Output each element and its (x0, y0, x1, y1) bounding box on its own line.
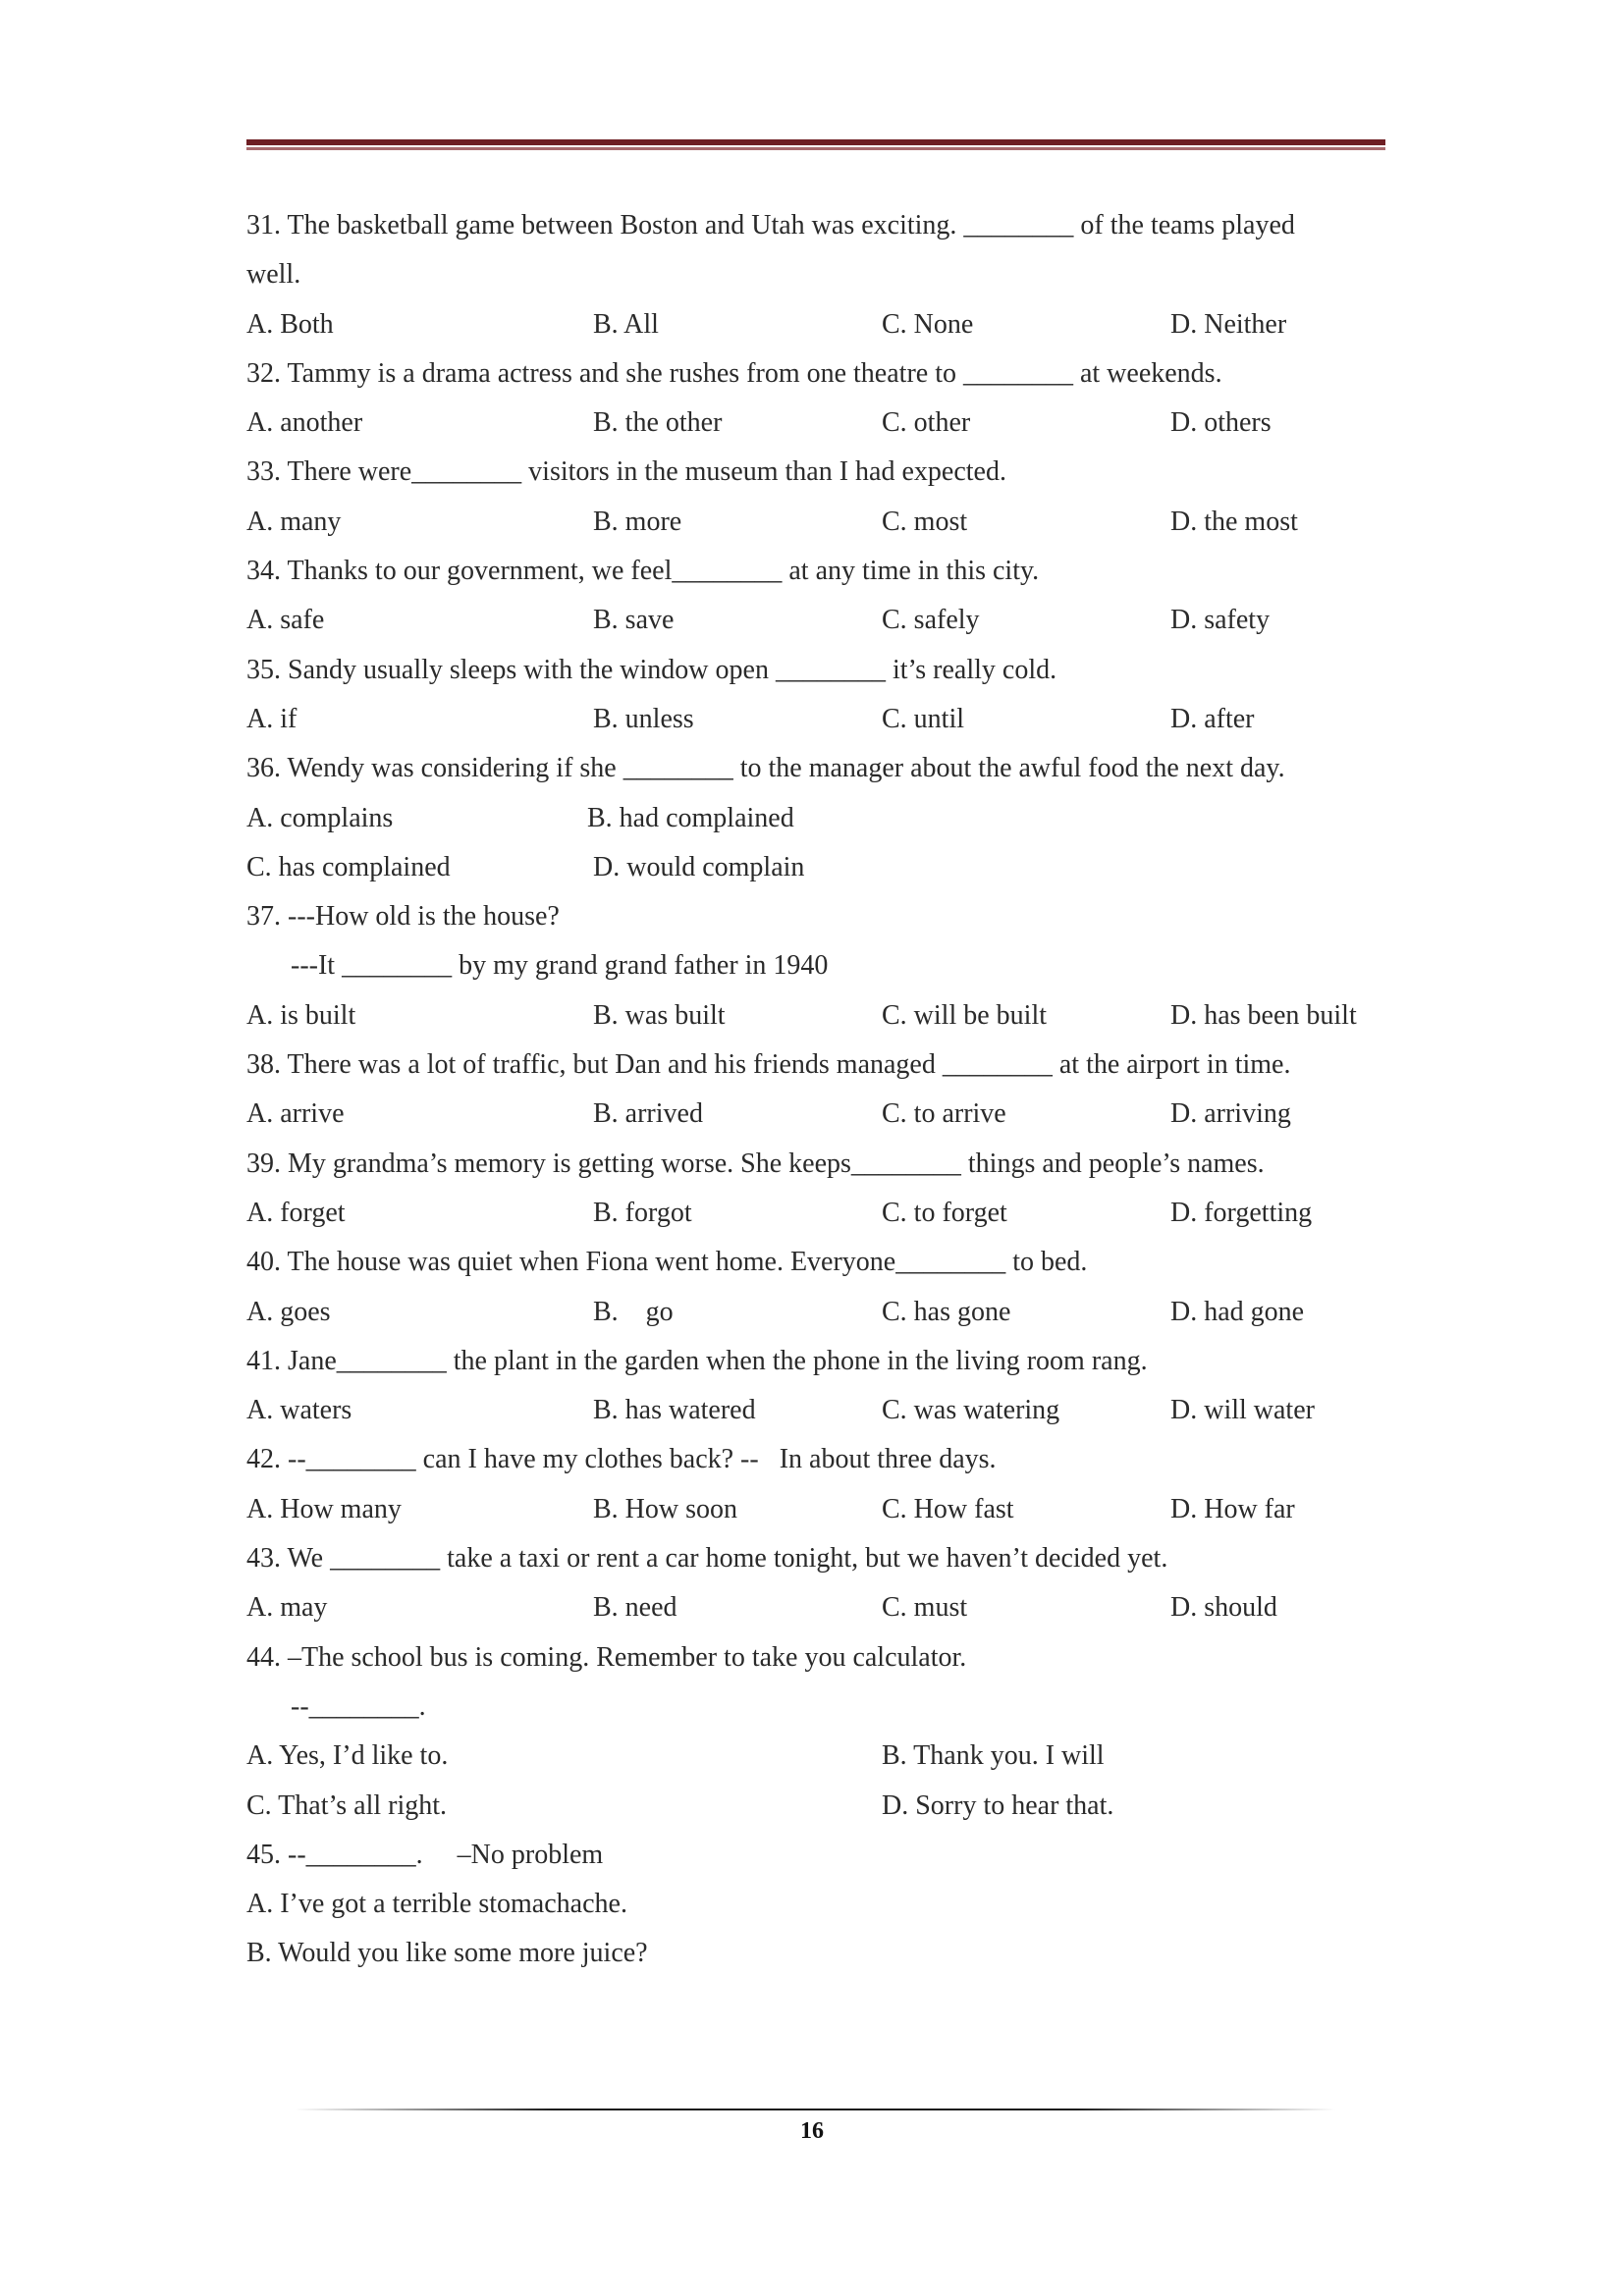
option-c: C. must (882, 1592, 968, 1624)
question-37-stem: 37. ---How old is the house? (246, 901, 560, 933)
option-b: B. How soon (593, 1493, 738, 1524)
option-c: C. until (882, 703, 965, 734)
option-b: B. save (593, 605, 675, 636)
header-rule-shadow (246, 147, 1385, 150)
option-a: A. complains (246, 802, 394, 833)
option-d: D. How far (1170, 1493, 1295, 1524)
option-d: D. should (1170, 1592, 1277, 1624)
option-b: B. the other (593, 407, 723, 439)
option-a: A. Yes, I’d like to. (246, 1740, 449, 1772)
option-c: C. most (882, 506, 968, 537)
header-rule (246, 139, 1385, 145)
option-d: D. Neither (1170, 308, 1287, 340)
question-32-stem: 32. Tammy is a drama actress and she rushes from one theatre to ________ at weekends. (246, 357, 1222, 389)
option-a: A. may (246, 1592, 328, 1624)
question-45-stem: 45. --________. –No problem (246, 1839, 604, 1870)
question-41-options (246, 1386, 1385, 1435)
option-d: D. had gone (1170, 1296, 1305, 1327)
question-33-stem: 33. There were________ visitors in the museum than I had expected. (246, 456, 1006, 488)
option-d: D. will water (1170, 1395, 1315, 1426)
option-a: A. waters (246, 1395, 352, 1426)
question-40-stem: 40. The house was quiet when Fiona went home. Everyone________ to bed. (246, 1247, 1088, 1278)
option-b: B. more (593, 506, 682, 537)
question-35-stem: 35. Sandy usually sleeps with the window open ________ it’s really cold. (246, 654, 1057, 685)
question-34-options (246, 596, 1385, 645)
question-32-options (246, 399, 1385, 448)
question-34-stem: 34. Thanks to our government, we feel________ at any time in this city. (246, 556, 1040, 587)
question-39-options (246, 1189, 1385, 1238)
question-41-stem: 41. Jane________ the plant in the garden when the phone in the living room rang. (246, 1345, 1148, 1376)
option-a: A. many (246, 506, 342, 537)
option-b: B. Would you like some more juice? (246, 1938, 648, 1969)
option-a: A. forget (246, 1197, 346, 1228)
option-b: B. Thank you. I will (882, 1740, 1105, 1772)
option-c: C. safely (882, 605, 980, 636)
question-40-options (246, 1288, 1385, 1337)
option-c: C. How fast (882, 1493, 1014, 1524)
option-d: D. safety (1170, 605, 1271, 636)
option-a: A. arrive (246, 1098, 345, 1130)
question-36-options-row1 (246, 794, 1385, 843)
option-b: B. All (593, 308, 659, 340)
footer-rule (295, 2109, 1335, 2110)
question-39-stem: 39. My grandma’s memory is getting worse. She keeps________ things and people’s names. (246, 1148, 1265, 1179)
question-44-stem: 44. –The school bus is coming. Remember to take you calculator. (246, 1641, 967, 1673)
question-31-stem: 31. The basketball game between Boston and Utah was exciting. ________ of the teams played (246, 210, 1295, 240)
option-b: B. unless (593, 703, 694, 734)
question-42-stem: 42. --________ can I have my clothes back? -- In about three days. (246, 1444, 997, 1475)
question-36-stem: 36. Wendy was considering if she ________ to the manager about the awful food the next day. (246, 753, 1285, 784)
option-c: C. to arrive (882, 1098, 1006, 1130)
question-42-options (246, 1485, 1385, 1534)
option-c: C. was watering (882, 1395, 1060, 1426)
question-31-stem-cont: well. (246, 259, 301, 291)
option-c: C. That’s all right. (246, 1789, 448, 1821)
option-d: D. forgetting (1170, 1197, 1313, 1228)
option-b: B. arrived (593, 1098, 703, 1130)
option-a: A. How many (246, 1493, 402, 1524)
option-b: B. forgot (593, 1197, 692, 1228)
option-d: D. the most (1170, 506, 1298, 537)
question-37-answer-line: ---It ________ by my grand grand father in 1940 (291, 950, 829, 982)
question-38-options (246, 1090, 1385, 1139)
option-b: B. has watered (593, 1395, 756, 1426)
question-35-options (246, 695, 1385, 744)
option-b: B. was built (593, 999, 726, 1031)
option-a: A. goes (246, 1296, 331, 1327)
option-a: A. another (246, 407, 363, 439)
question-44-options-row1 (246, 1732, 1385, 1781)
option-d: D. others (1170, 407, 1272, 439)
option-d: D. Sorry to hear that. (882, 1789, 1114, 1821)
question-43-options (246, 1583, 1385, 1632)
option-c: C. to forget (882, 1197, 1007, 1228)
question-list (246, 201, 1385, 1979)
option-d: D. has been built (1170, 999, 1357, 1031)
question-36-options-row2 (246, 843, 1385, 892)
option-d: D. would complain (593, 851, 805, 882)
option-c: C. has gone (882, 1296, 1011, 1327)
question-43-stem: 43. We ________ take a taxi or rent a car home tonight, but we haven’t decided yet. (246, 1543, 1168, 1575)
option-c: C. has complained (246, 851, 451, 882)
option-a: A. Both (246, 308, 334, 340)
question-38-stem: 38. There was a lot of traffic, but Dan and his friends managed ________ at the airport in time. (246, 1049, 1291, 1081)
option-c: C. will be built (882, 999, 1047, 1031)
option-a: A. is built (246, 999, 356, 1031)
option-b: B. had complained (587, 802, 794, 833)
option-c: C. None (882, 308, 974, 340)
question-44-answer-line: --________. (291, 1690, 426, 1722)
page-number: 16 (800, 2118, 824, 2144)
option-c: C. other (882, 407, 971, 439)
option-d: D. after (1170, 703, 1255, 734)
option-a: A. if (246, 703, 298, 734)
option-a: A. I’ve got a terrible stomachache. (246, 1889, 627, 1920)
option-a: A. safe (246, 605, 325, 636)
question-44-options-row2 (246, 1782, 1385, 1831)
option-b: B. need (593, 1592, 677, 1624)
option-b: B. go (593, 1296, 674, 1327)
option-d: D. arriving (1170, 1098, 1291, 1130)
question-31-options (246, 300, 1385, 349)
question-37-options (246, 991, 1385, 1041)
question-33-options (246, 498, 1385, 547)
